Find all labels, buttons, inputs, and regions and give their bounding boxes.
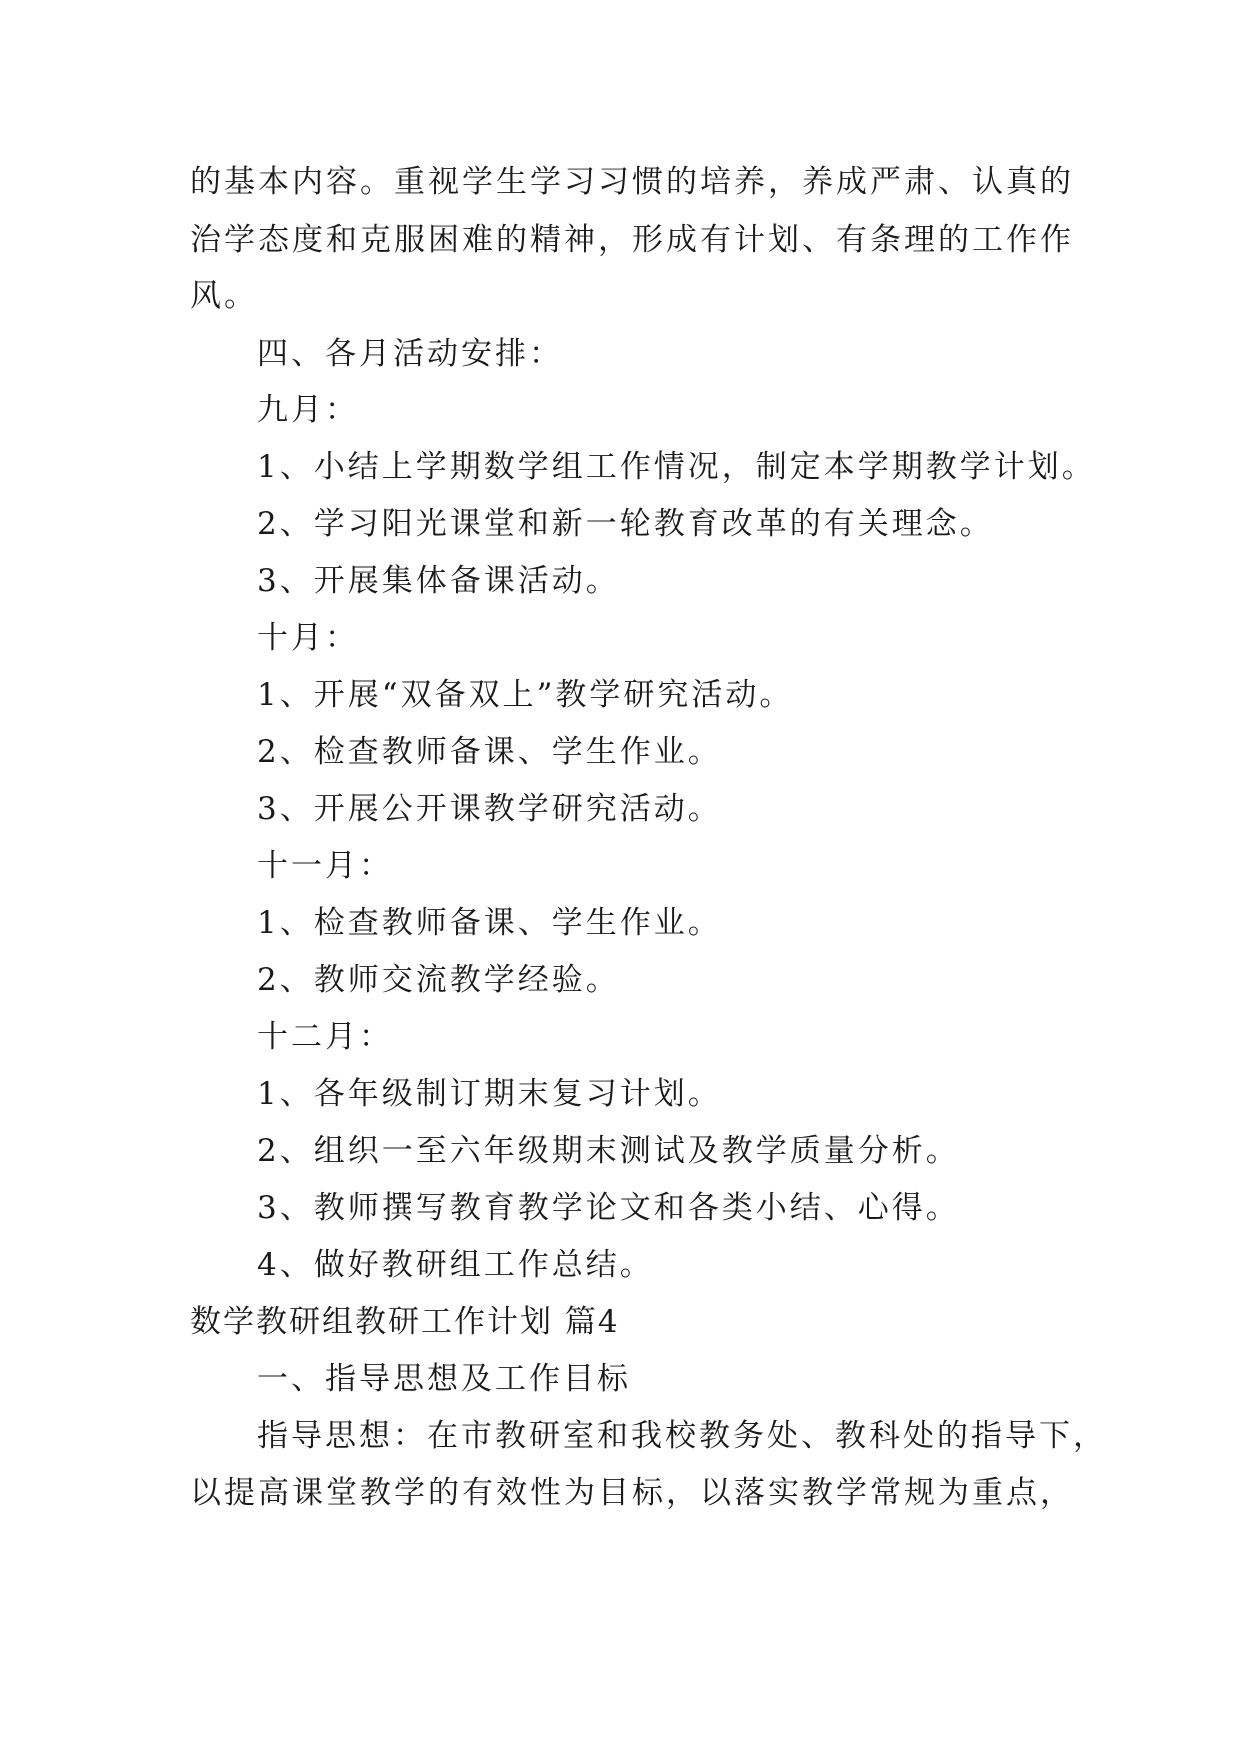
list-item: 1、检查教师备课、学生作业。 bbox=[257, 905, 722, 941]
month-heading: 九月： bbox=[257, 392, 359, 428]
paragraph-line: 治学态度和克服困难的精神，形成有计划、有条理的工作作 bbox=[190, 222, 1074, 258]
list-item: 1、小结上学期数学组工作情况，制定本学期教学计划。 bbox=[257, 449, 1096, 485]
list-item: 1、各年级制订期末复习计划。 bbox=[257, 1076, 722, 1112]
paragraph-line: 风。 bbox=[190, 278, 258, 314]
month-heading: 十一月： bbox=[257, 848, 393, 884]
list-item: 2、检查教师备课、学生作业。 bbox=[257, 734, 722, 770]
month-heading: 十月： bbox=[257, 620, 359, 656]
list-item: 2、组织一至六年级期末测试及教学质量分析。 bbox=[257, 1133, 960, 1169]
list-item: 3、教师撰写教育教学论文和各类小结、心得。 bbox=[257, 1190, 960, 1226]
list-item: 3、开展集体备课活动。 bbox=[257, 563, 620, 599]
list-item: 2、学习阳光课堂和新一轮教育改革的有关理念。 bbox=[257, 506, 994, 542]
paragraph-line: 指导思想：在市教研室和我校教务处、教科处的指导下， bbox=[257, 1418, 1107, 1454]
article-title: 数学教研组教研工作计划 篇4 bbox=[190, 1304, 620, 1340]
list-item: 1、开展“双备双上”教学研究活动。 bbox=[257, 677, 794, 713]
section-heading: 一、指导思想及工作目标 bbox=[257, 1361, 631, 1397]
paragraph-line: 以提高课堂教学的有效性为目标，以落实教学常规为重点， bbox=[190, 1475, 1074, 1511]
list-item: 3、开展公开课教学研究活动。 bbox=[257, 791, 722, 827]
month-heading: 十二月： bbox=[257, 1019, 393, 1055]
list-item: 4、做好教研组工作总结。 bbox=[257, 1247, 654, 1283]
paragraph-line: 的基本内容。重视学生学习习惯的培养，养成严肃、认真的 bbox=[190, 164, 1074, 200]
section-heading: 四、各月活动安排： bbox=[257, 336, 563, 372]
list-item: 2、教师交流教学经验。 bbox=[257, 962, 620, 998]
